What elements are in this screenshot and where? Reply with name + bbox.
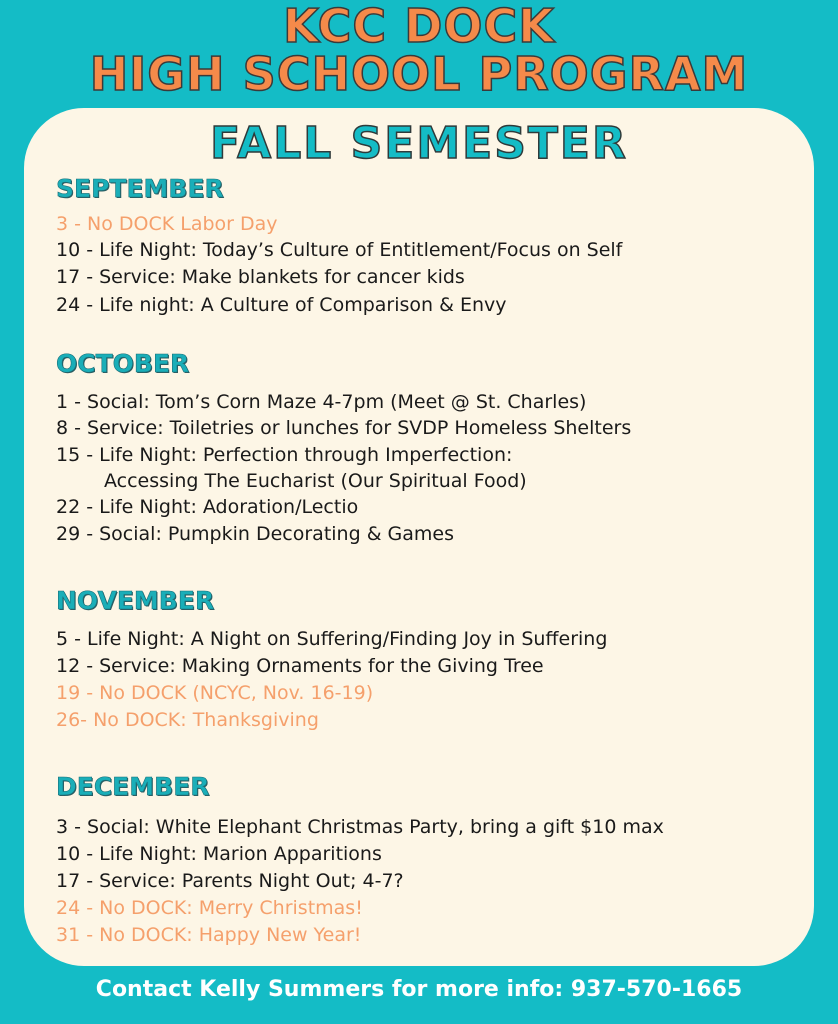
schedule-card <box>24 108 814 966</box>
event-sep-24: 24 - Life night: A Culture of Comparison & Envy <box>56 294 507 316</box>
event-nov-12: 12 - Service: Making Ornaments for the Giving Tree <box>56 655 544 677</box>
event-nov-19: 19 - No DOCK (NCYC, Nov. 16-19) <box>56 682 374 704</box>
month-heading-december: DECEMBER <box>56 772 210 801</box>
event-sep-17: 17 - Service: Make blankets for cancer kids <box>56 266 465 288</box>
title-line-1: KCC DOCK <box>283 0 555 53</box>
event-oct-22: 22 - Life Night: Adoration/Lectio <box>56 496 359 518</box>
event-nov-26: 26- No DOCK: Thanksgiving <box>56 709 319 731</box>
month-heading-september: SEPTEMBER <box>56 174 224 203</box>
event-dec-24: 24 - No DOCK: Merry Christmas! <box>56 897 363 919</box>
month-heading-november: NOVEMBER <box>56 586 215 615</box>
event-oct-15-continued: Accessing The Eucharist (Our Spiritual Food) <box>104 470 527 492</box>
contact-footer: Contact Kelly Summers for more info: 937-570-1665 <box>95 977 743 1002</box>
event-oct-15: 15 - Life Night: Perfection through Imperfection: <box>56 444 513 466</box>
event-dec-3: 3 - Social: White Elephant Christmas Party, bring a gift $10 max <box>56 816 664 838</box>
event-sep-10: 10 - Life Night: Today’s Culture of Entitlement/Focus on Self <box>56 239 623 261</box>
event-nov-5: 5 - Life Night: A Night on Suffering/Finding Joy in Suffering <box>56 628 608 650</box>
event-oct-8: 8 - Service: Toiletries or lunches for SVDP Homeless Shelters <box>56 417 632 439</box>
event-dec-10: 10 - Life Night: Marion Apparitions <box>56 843 382 865</box>
semester-title: FALL SEMESTER <box>210 118 628 169</box>
event-dec-31: 31 - No DOCK: Happy New Year! <box>56 924 362 946</box>
event-oct-29: 29 - Social: Pumpkin Decorating & Games <box>56 523 455 545</box>
month-heading-october: OCTOBER <box>56 349 190 378</box>
title-line-2: HIGH SCHOOL PROGRAM <box>89 47 749 101</box>
event-oct-1: 1 - Social: Tom’s Corn Maze 4-7pm (Meet @ St. Charles) <box>56 391 587 413</box>
event-dec-17: 17 - Service: Parents Night Out; 4-7? <box>56 870 404 892</box>
event-sep-3: 3 - No DOCK Labor Day <box>56 213 278 235</box>
